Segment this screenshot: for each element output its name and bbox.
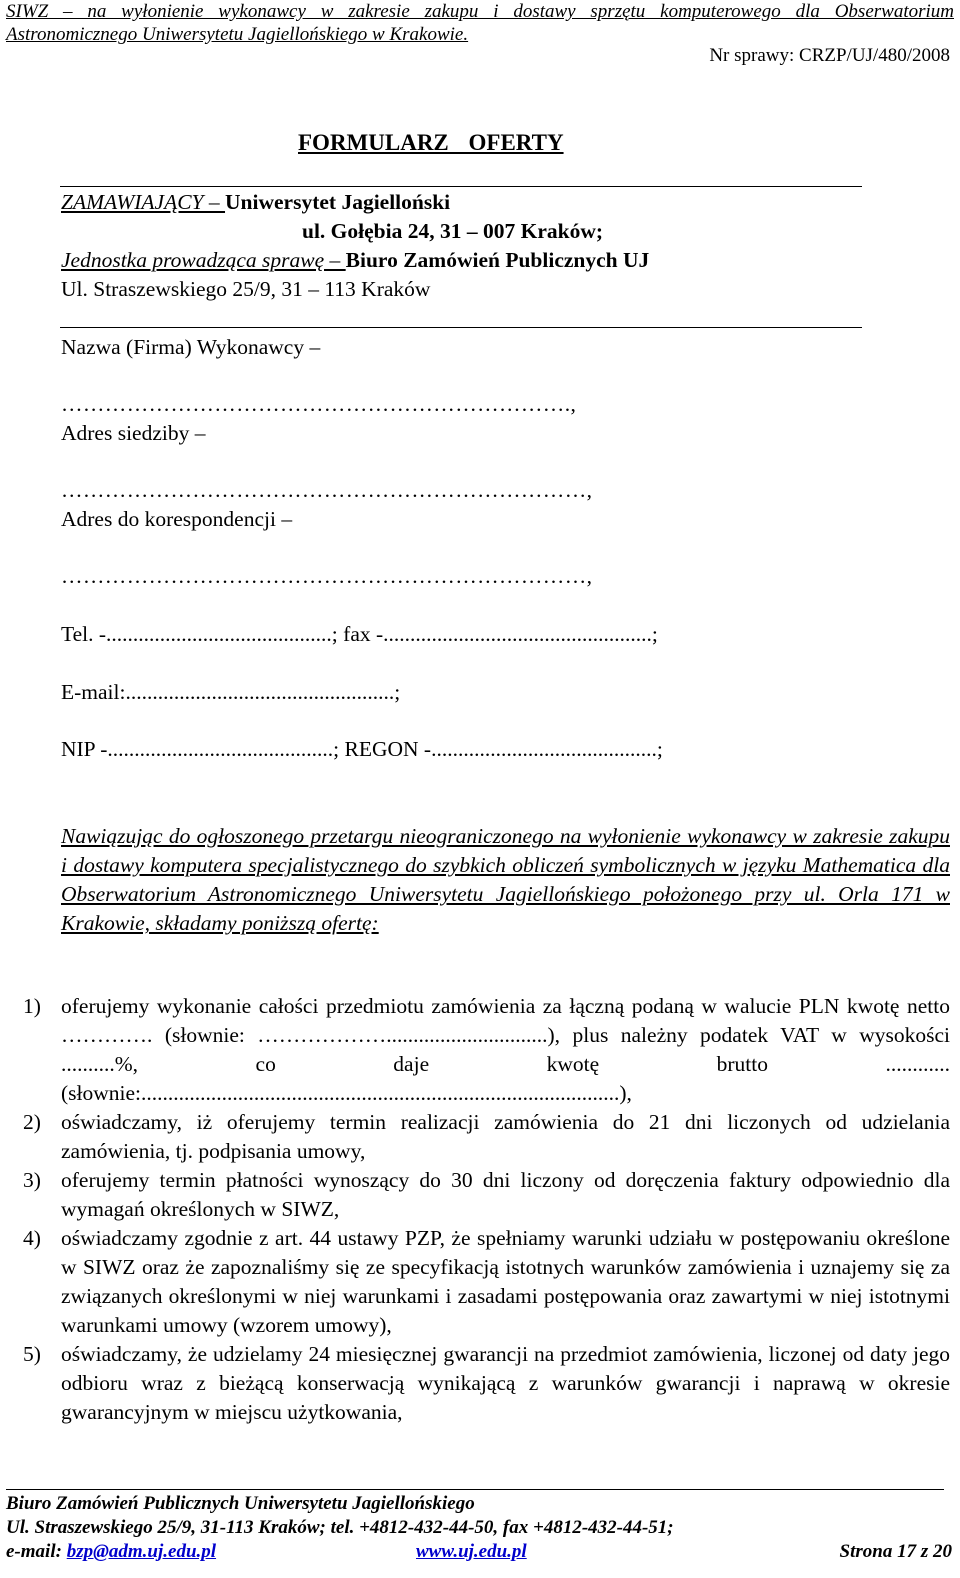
managing-unit-line bbox=[61, 246, 649, 274]
footer-email-line bbox=[6, 1540, 216, 1564]
ordering-party-name: Uniwersytet Jagielloński bbox=[225, 190, 451, 214]
list-item bbox=[0, 1340, 950, 1427]
list-item-number: 1) bbox=[23, 994, 41, 1018]
list-item-text: oświadczamy, że udzielamy 24 miesięcznej gwarancji na przedmiot zamówienia, liczonej od daty jego odbioru wraz z bieżącą konserwacją wynikającą z warunków gwarancji i naprawą w okresie gwarancyjnym w miejscu użytkowania, bbox=[61, 1342, 950, 1424]
divider bbox=[60, 327, 862, 328]
header-title-line-2: Astronomicznego Uniwersytetu Jagiellońskiego w Krakowie. bbox=[6, 24, 469, 45]
footer-divider bbox=[6, 1489, 944, 1490]
list-item-number: 3) bbox=[23, 1168, 41, 1192]
list-item bbox=[0, 1224, 950, 1340]
intro-paragraph: Nawiązując do ogłoszonego przetargu nieograniczonego na wyłonienie wykonawcy w zakresie zakupu i dostawy komputera specjalistycznego do szybkich obliczeń symbolicznych w języku Mathematica dla Obserwatorium Astronomicznego Uniwersytetu Jagiellońskiego położonego przy ul. Orla 171 w Krakowie, składamy poniższą ofertę: bbox=[61, 824, 950, 935]
footer-office-name: Biuro Zamówień Publicznych Uniwersytetu Jagiellońskiego bbox=[6, 1493, 475, 1514]
list-item-number: 4) bbox=[23, 1226, 41, 1250]
footer-email-label: e-mail: bbox=[6, 1541, 67, 1562]
correspondence-address-label: Adres do korespondencji – bbox=[61, 507, 293, 531]
list-item bbox=[0, 1108, 950, 1166]
offer-statements-list bbox=[0, 992, 950, 1427]
seat-address-label: Adres siedziby – bbox=[61, 421, 206, 445]
managing-unit-name: Biuro Zamówień Publicznych UJ bbox=[345, 248, 650, 272]
managing-unit-label: Jednostka prowadząca sprawę – bbox=[61, 248, 346, 272]
header-title-line-1: SIWZ – na wyłonienie wykonawcy w zakresie zakupu i dostawy sprzętu komputerowego dla Obserwatorium bbox=[6, 1, 954, 22]
list-item-text: oferujemy termin płatności wynoszący do 30 dni liczony od doręczenia faktury odpowiednio dla wymagań określonych w SIWZ, bbox=[61, 1168, 950, 1221]
form-title: FORMULARZ OFERTY bbox=[298, 130, 564, 155]
case-number: Nr sprawy: CRZP/UJ/480/2008 bbox=[709, 45, 950, 66]
list-item-number: 5) bbox=[23, 1342, 41, 1366]
nip-regon-line[interactable]: NIP -..........................................; REGON -..........................................; bbox=[61, 737, 663, 761]
list-item-text: oferujemy wykonanie całości przedmiotu zamówienia za łączną podaną w walucie PLN kwotę netto …………. (słownie: ………………..............................), plus należny podatek VAT w wysokości ..........%, co daje kwotę brutto ............ (słownie:.........................................................................................), bbox=[61, 994, 950, 1105]
ordering-party-label: ZAMAWIAJĄCY – bbox=[61, 190, 226, 214]
divider bbox=[60, 186, 862, 187]
footer-address: Ul. Straszewskiego 25/9, 31-113 Kraków; tel. +4812-432-44-50, fax +4812-432-44-51; bbox=[6, 1517, 674, 1538]
seat-address-field[interactable]: ………………………………………………………………, bbox=[61, 478, 593, 502]
phone-fax-line[interactable]: Tel. -..........................................; fax -..................................................; bbox=[61, 622, 658, 646]
list-item-text: oświadczamy zgodnie z art. 44 ustawy PZP, że spełniamy warunki udziału w postępowaniu określone w SIWZ oraz że zapoznaliśmy się ze specyfikacją istotnych warunków zamówienia i uznajemy się za związanych określonymi w niej warunkami i zasadami postępowania oraz zawartymi w niej istotnymi warunkami umowy (wzorem umowy), bbox=[61, 1226, 950, 1337]
list-item bbox=[0, 992, 950, 1108]
ordering-party-address: ul. Gołębia 24, 31 – 007 Kraków; bbox=[302, 219, 604, 243]
list-item-number: 2) bbox=[23, 1110, 41, 1134]
contractor-name-label: Nazwa (Firma) Wykonawcy – bbox=[61, 335, 321, 359]
list-item-text: oświadczamy, iż oferujemy termin realizacji zamówienia do 21 dni liczonych od udzielania zamówienia, tj. podpisania umowy, bbox=[61, 1110, 950, 1163]
managing-unit-address: Ul. Straszewskiego 25/9, 31 – 113 Kraków bbox=[61, 277, 431, 301]
contractor-name-field[interactable]: ……………………………………………………………., bbox=[61, 392, 577, 416]
page-number: Strona 17 z 20 bbox=[839, 1541, 952, 1562]
correspondence-address-field[interactable]: ………………………………………………………………, bbox=[61, 564, 593, 588]
list-item bbox=[0, 1166, 950, 1224]
footer-email-link[interactable]: bzp@adm.uj.edu.pl bbox=[66, 1541, 217, 1562]
ordering-party-line bbox=[61, 188, 450, 216]
footer-website-link[interactable]: www.uj.edu.pl bbox=[416, 1541, 527, 1562]
email-line[interactable]: E-mail:..................................................; bbox=[61, 680, 401, 704]
